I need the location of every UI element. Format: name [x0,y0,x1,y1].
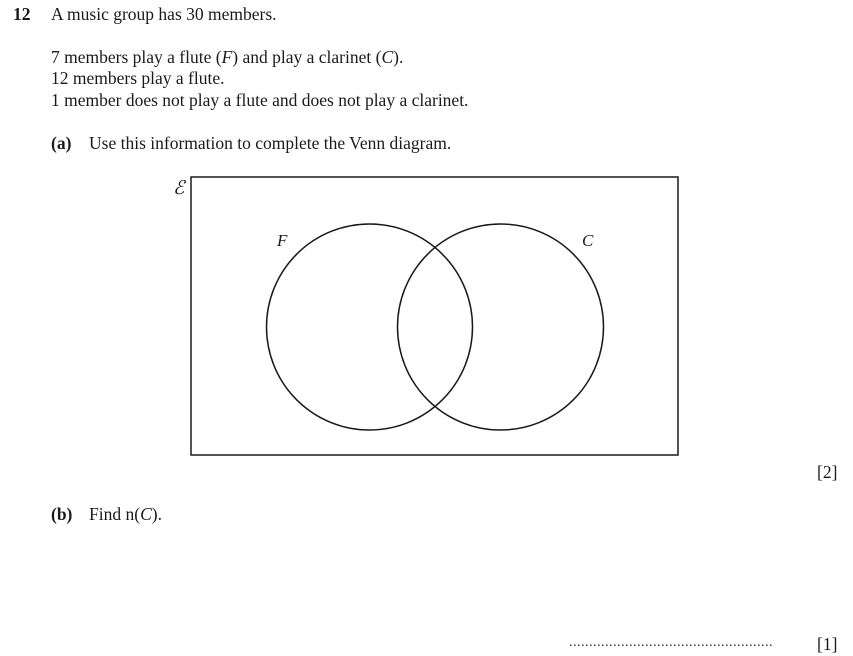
venn-diagram [160,170,690,465]
info-line-1 [51,49,403,67]
info-line-3: 1 member does not play a flute and does not play a clarinet. [51,90,469,110]
set-f-circle [267,224,473,430]
part-b-set-symbol: C [140,504,152,524]
info-line-1-part-b: ) and play a clarinet ( [232,47,382,67]
universal-set-rectangle [191,177,678,455]
question-intro: A music group has 30 members. [51,4,277,24]
part-b-text-a: Find n( [89,504,141,524]
answer-line[interactable]: ................................................... [569,635,773,650]
part-b-text [89,506,162,524]
universal-set-symbol: ℰ [173,178,185,199]
info-line-2: 12 members play a flute. [51,68,225,88]
clarinet-set-symbol: C [381,47,394,67]
info-line-1-part-c: ). [393,47,404,67]
question-number: 12 [13,4,31,24]
part-b-text-b: ). [151,504,162,524]
part-b-marks: [1] [817,634,838,654]
part-a-marks: [2] [817,462,838,482]
info-line-1-part-a: 7 members play a flute ( [51,47,222,67]
set-f-label: F [277,231,288,250]
part-b-label: (b) [51,504,73,524]
set-c-label: C [582,231,594,250]
part-a-text: Use this information to complete the Venn diagram. [89,133,452,153]
set-c-circle [398,224,604,430]
flute-set-symbol: F [221,47,233,67]
part-a-label: (a) [51,133,72,153]
